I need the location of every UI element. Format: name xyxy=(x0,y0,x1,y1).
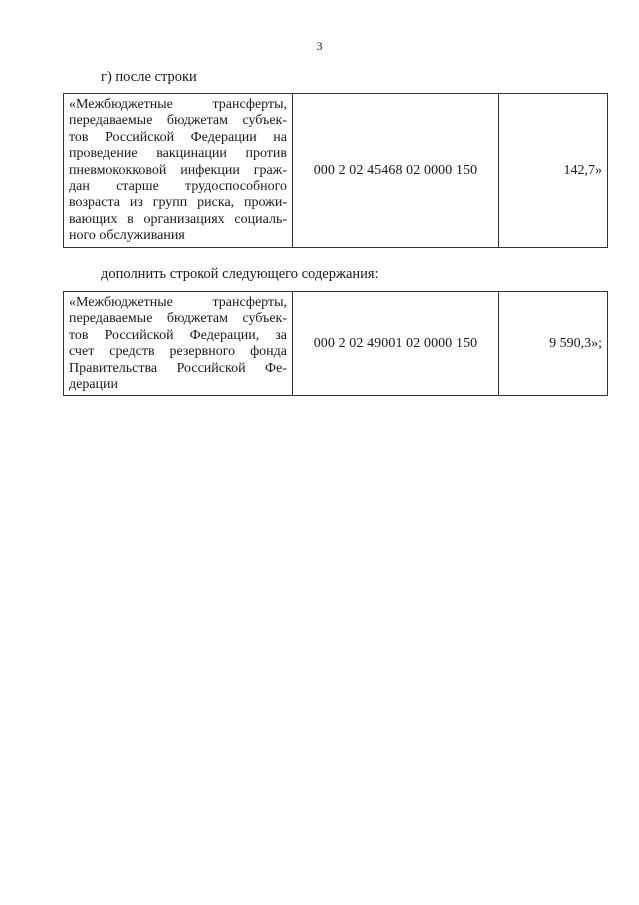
row-name-line: Правительства Российской Фе- xyxy=(69,360,287,376)
row-name-line: ного обслуживания xyxy=(69,228,185,244)
table-row xyxy=(64,292,608,396)
row-name-line: передаваемые бюджетам субъек- xyxy=(69,311,287,327)
row-code-cell: 000 2 02 49001 02 0000 150 xyxy=(293,292,499,396)
row-value-cell: 9 590,3»; xyxy=(499,292,608,396)
row-name-cell xyxy=(64,292,293,396)
row-name-line: «Межбюджетные трансферты, xyxy=(69,295,287,310)
new-row-table xyxy=(63,291,608,396)
table-row xyxy=(64,94,608,248)
row-name-line: «Межбюджетные трансферты, xyxy=(69,97,287,112)
row-name-line: дерации xyxy=(69,377,119,393)
section-g-intro: г) после строки xyxy=(101,69,197,85)
row-name-cell xyxy=(64,94,293,248)
row-name-line: тов Российской Федерации, за xyxy=(69,327,287,343)
row-name-line: вающих в организациях социаль- xyxy=(69,211,287,227)
page-number: 3 xyxy=(316,39,323,53)
row-name-line: передаваемые бюджетам субъек- xyxy=(69,113,287,129)
row-name-line: пневмококковой инфекции граж- xyxy=(69,162,287,178)
row-name-line: счет средств резервного фонда xyxy=(69,344,287,360)
existing-row-table xyxy=(63,93,608,248)
addition-intro: дополнить строкой следующего содержания: xyxy=(101,266,379,282)
row-code-cell: 000 2 02 45468 02 0000 150 xyxy=(293,94,499,248)
row-name-line: тов Российской Федерации на xyxy=(69,129,287,145)
row-value-cell: 142,7» xyxy=(499,94,608,248)
row-name-line: проведение вакцинации против xyxy=(69,146,287,162)
row-name-line: дан старше трудоспособного xyxy=(69,179,287,195)
row-name-line: возраста из групп риска, прожи- xyxy=(69,195,287,211)
